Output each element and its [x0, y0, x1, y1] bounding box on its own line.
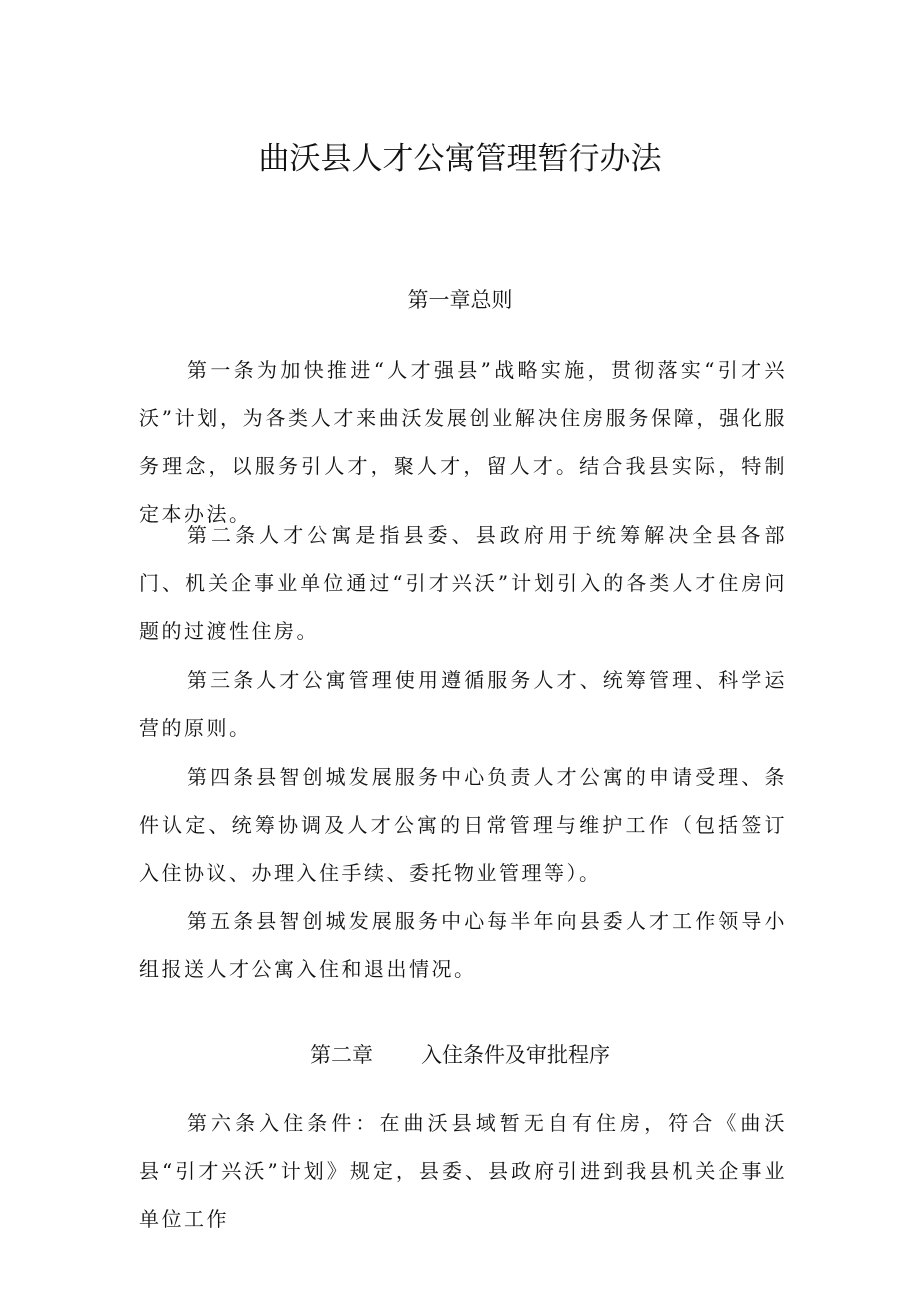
article-1: 第一条为加快推进“人才强县”战略实施，贯彻落实“引才兴沃”计划，为各类人才来曲沃发展创业解决住房服务保障，强化服务理念，以服务引人才，聚人才，留人才。结合我县实际，特制定本办法。 [139, 358, 787, 526]
article-6: 第六条入住条件：在曲沃县域暂无自有住房，符合《曲沃县“引才兴沃”计划》规定，县委、县政府引进到我县机关企事业单位工作 [139, 1111, 787, 1231]
article-2: 第二条人才公寓是指县委、县政府用于统筹解决全县各部门、机关企事业单位通过“引才兴沃”计划引入的各类人才住房问题的过渡性住房。 [139, 523, 787, 643]
article-5: 第五条县智创城发展服务中心每半年向县委人才工作领导小组报送人才公寓入住和退出情况。 [139, 909, 787, 981]
document-title: 曲沃县人才公寓管理暂行办法 [258, 141, 662, 177]
chapter-2-title: 入住条件及审批程序 [421, 1043, 610, 1067]
chapter-2-number: 第二章 [310, 1043, 373, 1067]
article-4: 第四条县智创城发展服务中心负责人才公寓的申请受理、条件认定、统筹协调及人才公寓的日常管理与维护工作（包括签订入住协议、办理入住手续、委托物业管理等）。 [139, 765, 787, 885]
article-3: 第三条人才公寓管理使用遵循服务人才、统筹管理、科学运营的原则。 [139, 668, 787, 740]
chapter-1-heading: 第一章总则 [407, 288, 513, 312]
chapter-2-heading [0, 1039, 920, 1071]
